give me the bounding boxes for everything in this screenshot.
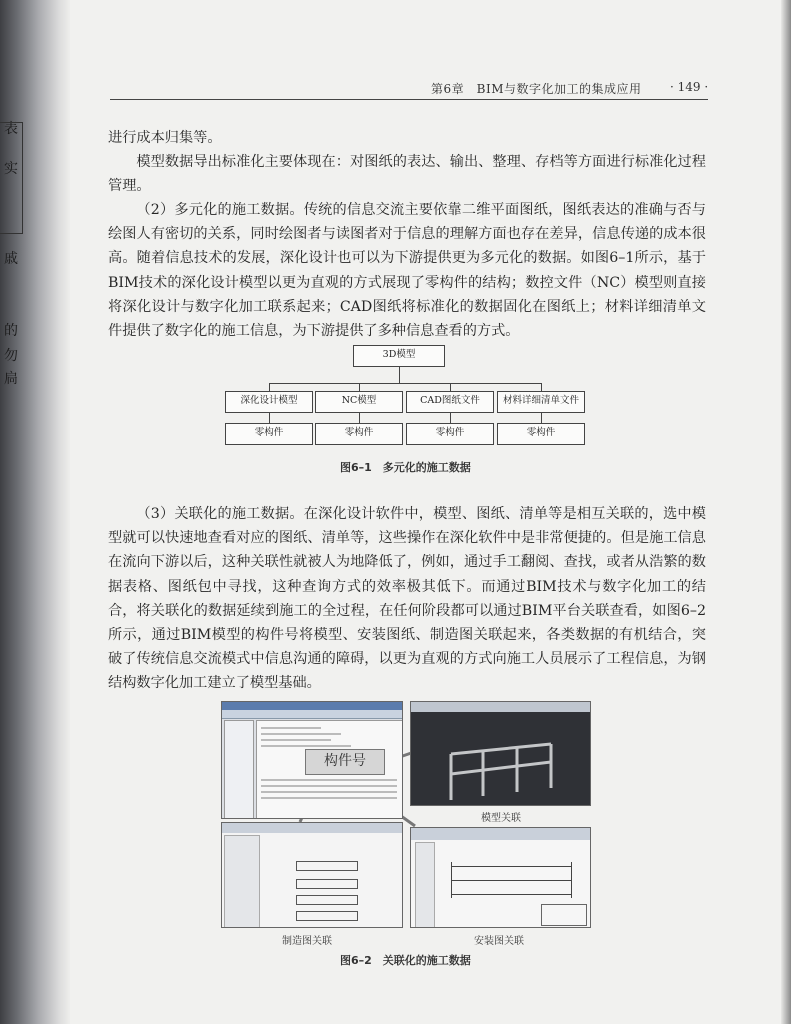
node-3d-model: 3D模型 bbox=[353, 345, 445, 367]
paragraph-associated-data: （3）关联化的施工数据。在深化设计软件中，模型、图纸、清单等是相互关联的，选中模型就可以快速地查看对应的图纸、清单等，这些操作在深化软件中是非常便捷的。但是施工信息在流向下游以后，这种关联性就被人为地降低了，例如，通过手工翻阅、查找，或者从浩繁的数据表格、图纸包中寻找，这种查询方式的效率极其低下。而通过BIM技术与数字化加工的结合，将关联化的数据延续到施工的全过程，在任何阶段都可以通过BIM平台关联查看，如图6–2所示，通过BIM模型的构件号将模型、安装图纸、制造图关联起来，各类数据的有机结合，突破了传统信息交流模式中信息沟通的障碍，以更为直观的方式向施工人员展示了工程信息，为钢结构数字化加工建立了模型基础。 bbox=[108, 506, 706, 692]
prev-page-char: 勿 bbox=[4, 348, 18, 364]
paragraph-cost: 进行成本归集等。 bbox=[108, 130, 222, 146]
node-detail-model: 深化设计模型 bbox=[225, 391, 313, 413]
prev-page-char: 扃 bbox=[4, 371, 18, 387]
window-toolbar bbox=[411, 702, 591, 712]
figure-6-2-caption: 图6–2 关联化的施工数据 bbox=[340, 954, 471, 967]
screenshot-fabrication-drawing bbox=[221, 822, 403, 928]
paragraph-diverse-data: （2）多元化的施工数据。传统的信息交流主要依靠二维平面图纸，图纸表达的准确与否与绘图人有密切的关系，同时绘图者与读图者对于信息的理解方面也存在差异，信息传递的成本很高。随着信息技术的发展，深化设计也可以为下游提供更为多元化的数据。如图6–1所示，基于BIM技术的深化设计模型以更为直观的方式展现了零构件的结构；数控文件（NC）模型则直接将深化设计与数字化加工联系起来；CAD图纸将标准化的数据固化在图纸上；材料详细清单文件提供了数字化的施工信息，为下游提供了多种信息查看的方式。 bbox=[108, 202, 706, 340]
toolbar bbox=[222, 710, 403, 719]
page-number: · 149 · bbox=[670, 80, 709, 94]
node-part: 零构件 bbox=[315, 423, 403, 445]
part-number-zoom: 构件号 bbox=[305, 749, 385, 775]
properties-panel bbox=[224, 835, 260, 928]
window-toolbar bbox=[222, 823, 403, 833]
label-fabrication-link: 制造图关联 bbox=[282, 936, 332, 947]
figure-6-1-caption: 图6–1 多元化的施工数据 bbox=[340, 461, 471, 474]
steel-frame-model bbox=[411, 712, 591, 806]
paragraph-standardization: 模型数据导出标准化主要体现在：对图纸的表达、输出、整理、存档等方面进行标准化过程管理。 bbox=[108, 154, 706, 195]
node-nc-model: NC模型 bbox=[315, 391, 403, 413]
window-toolbar bbox=[411, 828, 591, 840]
data-table bbox=[256, 720, 403, 819]
screenshot-installation-drawing bbox=[410, 827, 591, 928]
node-part: 零构件 bbox=[225, 423, 313, 445]
node-part: 零构件 bbox=[406, 423, 494, 445]
label-model-link: 模型关联 bbox=[481, 813, 521, 824]
prev-page-char: 表 bbox=[4, 121, 18, 137]
window-titlebar bbox=[222, 702, 403, 710]
side-toolbar bbox=[415, 842, 435, 928]
node-cad-drawing: CAD图纸文件 bbox=[406, 391, 494, 413]
title-block bbox=[541, 904, 587, 926]
label-installation-link: 安装图关联 bbox=[474, 936, 524, 947]
prev-page-char: 实 bbox=[4, 161, 18, 177]
node-part: 零构件 bbox=[497, 423, 585, 445]
chapter-title: 第6章 BIM与数字化加工的集成应用 bbox=[431, 82, 642, 96]
prev-page-char: 戚 bbox=[4, 251, 18, 267]
prev-page-char: 的 bbox=[4, 323, 18, 339]
screenshot-3d-model bbox=[410, 701, 591, 806]
node-material-list: 材料详细清单文件 bbox=[497, 391, 585, 413]
side-panel bbox=[224, 720, 254, 819]
screenshot-detail-software bbox=[221, 701, 403, 819]
